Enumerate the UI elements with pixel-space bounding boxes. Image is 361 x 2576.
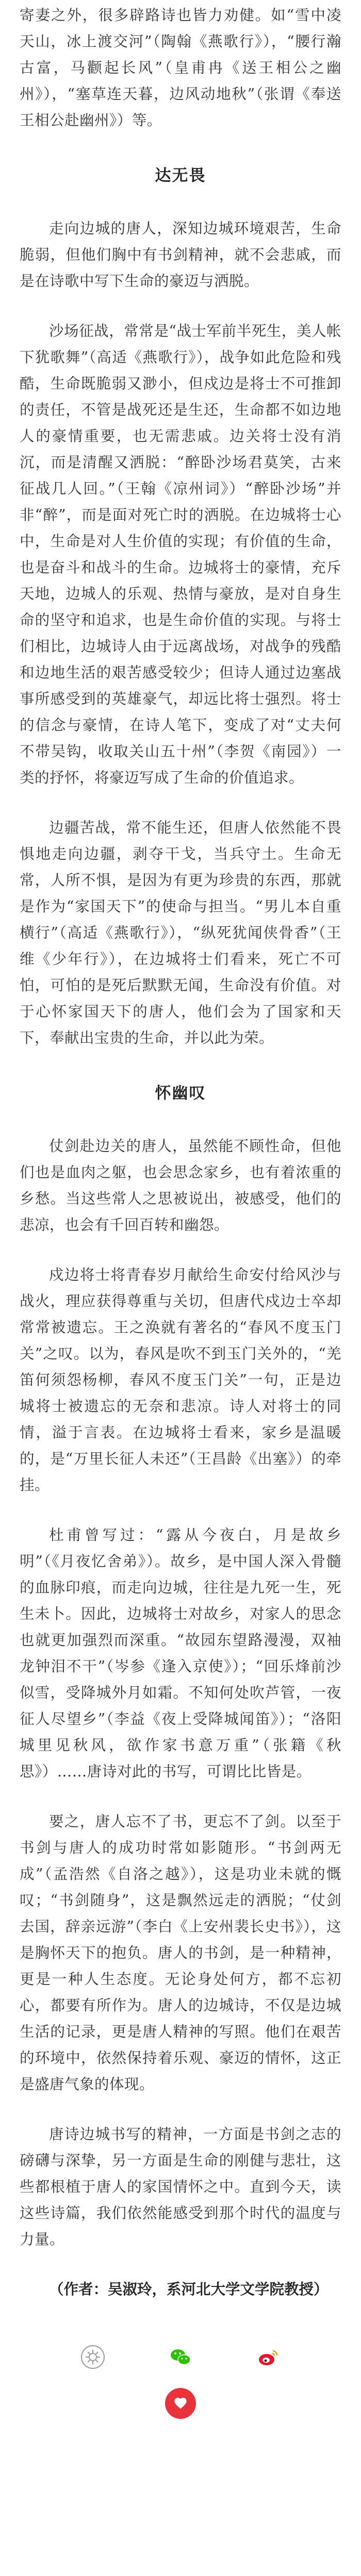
- paragraph: 杜甫曾写过：“露从今夜白，月是故乡明”（《月夜忆舍弟》）。故乡，是中国人深入骨髓的血脉印痕，而走向边城，往往是九死一生，死生未卜。因此，边城将士对故乡，对家人的思念也就更加强烈而深重。“故园东望路漫漫，双袖龙钟泪不干”（岑参《逢入京使》）；“回乐烽前沙似雪，受降城外月如霜。不知何处吹芦管，一夜征人尽望乡”（李益《夜上受降城闻笛》）；“洛阳城里见秋风，欲作家书意万重”（张籍《秋思》）……唐诗对此的书写，可谓比比皆是。: [20, 1527, 341, 1780]
- article-body: [0, 2, 361, 2419]
- section-title: 达无畏: [155, 166, 206, 185]
- section-title: 怀幽叹: [155, 1084, 206, 1103]
- paragraph: 寄妻之外，很多辟路诗也皆力劝健。如“雪中凌天山，冰上渡交河”（陶翰《燕歌行》），“腰行瀚古富，马颧起长风”（皇甫冉《送王相公之幽州》），“塞草连天暮，边风动地秋”（张谓《奉送王相公赴幽州》）等。: [20, 7, 341, 129]
- share-row: [20, 2344, 341, 2370]
- weibo-icon[interactable]: [255, 2344, 282, 2370]
- like-row: [20, 2388, 341, 2419]
- paragraph: 沙场征战，常常是“战士军前半死生，美人帐下犹歌舞”（高适《燕歌行》），战争如此危险和残酷，生命既脆弱又渺小，但戍边是将士不可推卸的责任，不管是战死还是生还，生命都不如边地人的豪情重要，也无需悲戚。边关将士没有消沉，而是清醒又洒脱：“醉卧沙场君莫笑，古来征战几人回。”（王翰《凉州词》）“醉卧沙场”并非“醉”，而是面对死亡时的洒脱。在边城将士心中，生命是对人生价值的实现；有价值的生命，也是奋斗和战斗的生命。边城将士的豪情，充斥天地，边城人的乐观、热情与豪放，是对自身生命的坚守和追求，也是生命价值的实现。与将士们相比，边城诗人由于远离战场，对战争的残酷和边地生活的艰苦感受较少；但诗人通过边塞战事所感受到的英雄豪气，却远比将士强烈。将士的信念与豪情，在诗人笔下，变成了对“丈夫何不带吴钩，收取关山五十州”（李贺《南园》）一类的抒怀，将豪迈写成了生命的价值追求。: [20, 323, 341, 786]
- paragraph: 边疆苦战，常不能生还，但唐人依然能不畏惧地走向边疆，剥夺干戈，当兵守土。生命无常，人所不惧，是因为有更为珍贵的东西，那就是作为“家国天下”的使命与担当。“男儿本自重横行”（高适《燕歌行》），“纵死犹闻侠骨香”（王维《少年行》），在边城将士们看来，死亡不可怕，可怕的是死后默默无闻，生命没有价值。对于心怀家国天下的唐人，他们会为了国家和天下，奉献出宝贵的生命，并以此为荣。: [20, 819, 341, 1046]
- wechat-moments-icon[interactable]: [79, 2344, 106, 2370]
- paragraph: 走向边城的唐人，深知边城环境艰苦，生命脆弱，但他们胸中有书剑精神，就不会悲戚，而是在诗歌中写下生命的豪迈与洒脱。: [20, 220, 341, 290]
- wechat-icon[interactable]: [167, 2344, 194, 2370]
- paragraph: 仗剑赴边关的唐人，虽然能不顾性命，但他们也是血肉之躯，也会思念家乡，也有着浓重的乡愁。当这些常人之思被说出，被感受，他们的悲凉，也会有千回百转和幽怨。: [20, 1138, 341, 1233]
- like-button[interactable]: [165, 2388, 196, 2419]
- heart-icon: [173, 2396, 188, 2411]
- author-credit: （作者：吴淑玲，系河北大学文学院教授）: [49, 2280, 329, 2298]
- paragraph: 唐诗边城书写的精神，一方面是书剑之志的磅礴与深挚，另一方面是生命的刚健与悲壮，这些都根植于唐人的家国情怀之中。直到今天，读这些诗篇，我们依然能感受到那个时代的温度与力量。: [20, 2126, 341, 2248]
- paragraph: 要之，唐人忘不了书，更忘不了剑。以至于书剑与唐人的成功时常如影随形。“书剑两无成”（孟浩然《自洛之越》），这是功业未就的慨叹；“书剑随身”，这是飘然远走的洒脱；“仗剑去国，辞亲远游”（李白《上安州裴长史书》），这是胸怀天下的抱负。唐人的书剑，是一种精神，更是一种人生态度。无论身处何方，都不忘初心，都要有所作为。唐人的边城诗，不仅是边城生活的记录，更是唐人精神的写照。他们在艰苦的环境中，依然保持着乐观、豪迈的情怀，这正是盛唐气象的体现。: [20, 1813, 341, 2093]
- paragraph: 戍边将士将青春岁月献给生命安付给风沙与战火，理应获得尊重与关切，但唐代戍边士卒却常常被遗忘。王之涣就有著名的“春风不度玉门关”之叹。以为，春风是吹不到玉门关外的，“羌笛何须怨杨柳，春风不度玉门关”一句，正是边城将士被遗忘的无奈和悲凉。诗人对将士的同情，溢于言表。在边城将士看来，家乡是温暖的，是“万里长征人未还”（王昌龄《出塞》）的牵挂。: [20, 1266, 341, 1494]
